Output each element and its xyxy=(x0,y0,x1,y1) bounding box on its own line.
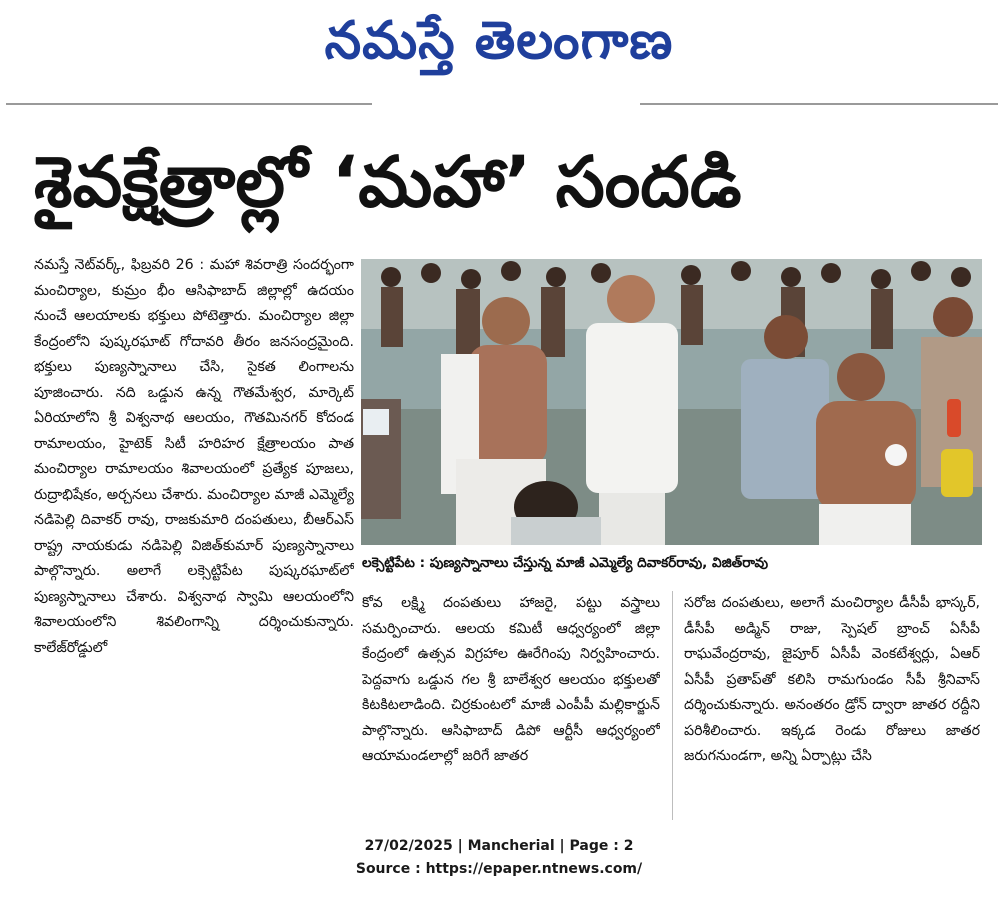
newspaper-clipping xyxy=(6,100,998,820)
footer-date-edition: 27/02/2025 | Mancherial | Page : 2 xyxy=(364,838,634,854)
news-photo xyxy=(361,259,982,545)
article-column-3: సరోజ దంపతులు, అలాగే మంచిర్యాల డీసీపీ భాస్కర్, డీసీపీ అడ్మిన్ రాజు, స్పెషల్ బ్రాంచ్ ఏసీపీ రాఘవేంద్రరావు, జైపూర్ ఏసీపీ వెంకటేశ్వర్లు, ఏఆర్ ఏసీపీ ప్రతాప్‌తో కలిసి రామగుండం సీపీ శ్రీనివాస్ దర్శించుకున్నారు. అనంతరం డ్రోన్ ద్వారా జాతర రద్దీని పరిశీలించారు. ఇక్కడ రెండు రోజులు జాతర జరుగనుండగా, అన్ని ఏర్పాట్లు చేసి xyxy=(684,595,980,764)
photo-devotees-river-bath xyxy=(361,259,982,545)
top-rule-right xyxy=(640,103,998,105)
masthead-title: నమస్తే తెలంగాణ xyxy=(324,11,674,71)
article-column-2: కోవ లక్ష్మి దంపతులు హాజరై, పట్టు వస్త్రాలు సమర్పించారు. ఆలయ కమిటీ ఆధ్వర్యంలో జిల్లా కేంద్రంలో ఉత్సవ విగ్రహాల ఊరేగింపు నిర్వహించారు. పెద్దవాగు ఒడ్డున గల శ్రీ బాలేశ్వర ఆలయం భక్తులతో కిటకిటలాడింది. చిర్రకుంటలో మాజీ ఎంపీపీ మల్లికార్జున్ పాల్గొన్నారు. ఆసిఫాబాద్ డిపో ఆర్టీసీ ఆధ్వర్యంలో ఆయామండలాల్లో జరిగే జాతర xyxy=(362,595,660,764)
footer-source: Source : https://epaper.ntnews.com/ xyxy=(355,861,643,877)
column-divider-1 xyxy=(672,591,673,820)
top-rule-left xyxy=(6,103,372,105)
photo-caption: లక్సెట్టిపేట : పుణ్యస్నానాలు చేస్తున్న మాజీ ఎమ్మెల్యే దివాకర్‌రావు, విజిత్‌రావు xyxy=(362,555,769,571)
masthead xyxy=(0,6,998,76)
article-column-1: నమస్తే నెట్‌వర్క్, ఫిబ్రవరి 26 : మహా శివరాత్రి సందర్భంగా మంచిర్యాల, కుమ్రం భీం ఆసిఫాబాద్ జిల్లాల్లో ఉదయం నుంచే ఆలయాలకు భక్తులు పోటెత్తారు. మంచిర్యాల జిల్లా కేంద్రంలోని పుష్కరఘాట్ గోదావరి తీరం జనసంద్రమైంది. భక్తులు పుణ్యస్నానాలు చేసి, సైకత లింగాలను పూజించారు. నది ఒడ్డున ఉన్న గౌతమేశ్వర, మార్కెట్ ఏరియాలోని శ్రీ విశ్వనాథ ఆలయం, గౌతమినగర్ కోదండ రామాలయం, హైటెక్ సిటీ హరిహర క్షేత్రాలయం పాత మంచిర్యాల రామాలయం శివాలయంలో ప్రత్యేక పూజలు, రుద్రాభిషేకం, అర్చనలు చేశారు. మంచిర్యాల మాజీ ఎమ్మెల్యే నడిపెల్లి దివాకర్ రావు, రాజకుమారి దంపతులు, బీఆర్ఎస్ రాష్ట్ర నాయకుడు నడిపెల్లి విజిత్‌కుమార్ పుణ్యస్నానాలు పాల్గొన్నారు. అలాగే లక్సెట్టిపేట పుష్కరఘాట్‌లో పుణ్యస్నానాలు చేశారు. విశ్వనాథ స్వామి ఆలయంలోని శివాలయంలోని శివలింగాన్ని దర్శించుకున్నారు. కాలేజ్‌రోడ్డులో xyxy=(34,257,354,656)
headline: శైవక్షేత్రాల్లో ‘మహా’ సందడి xyxy=(34,141,742,223)
